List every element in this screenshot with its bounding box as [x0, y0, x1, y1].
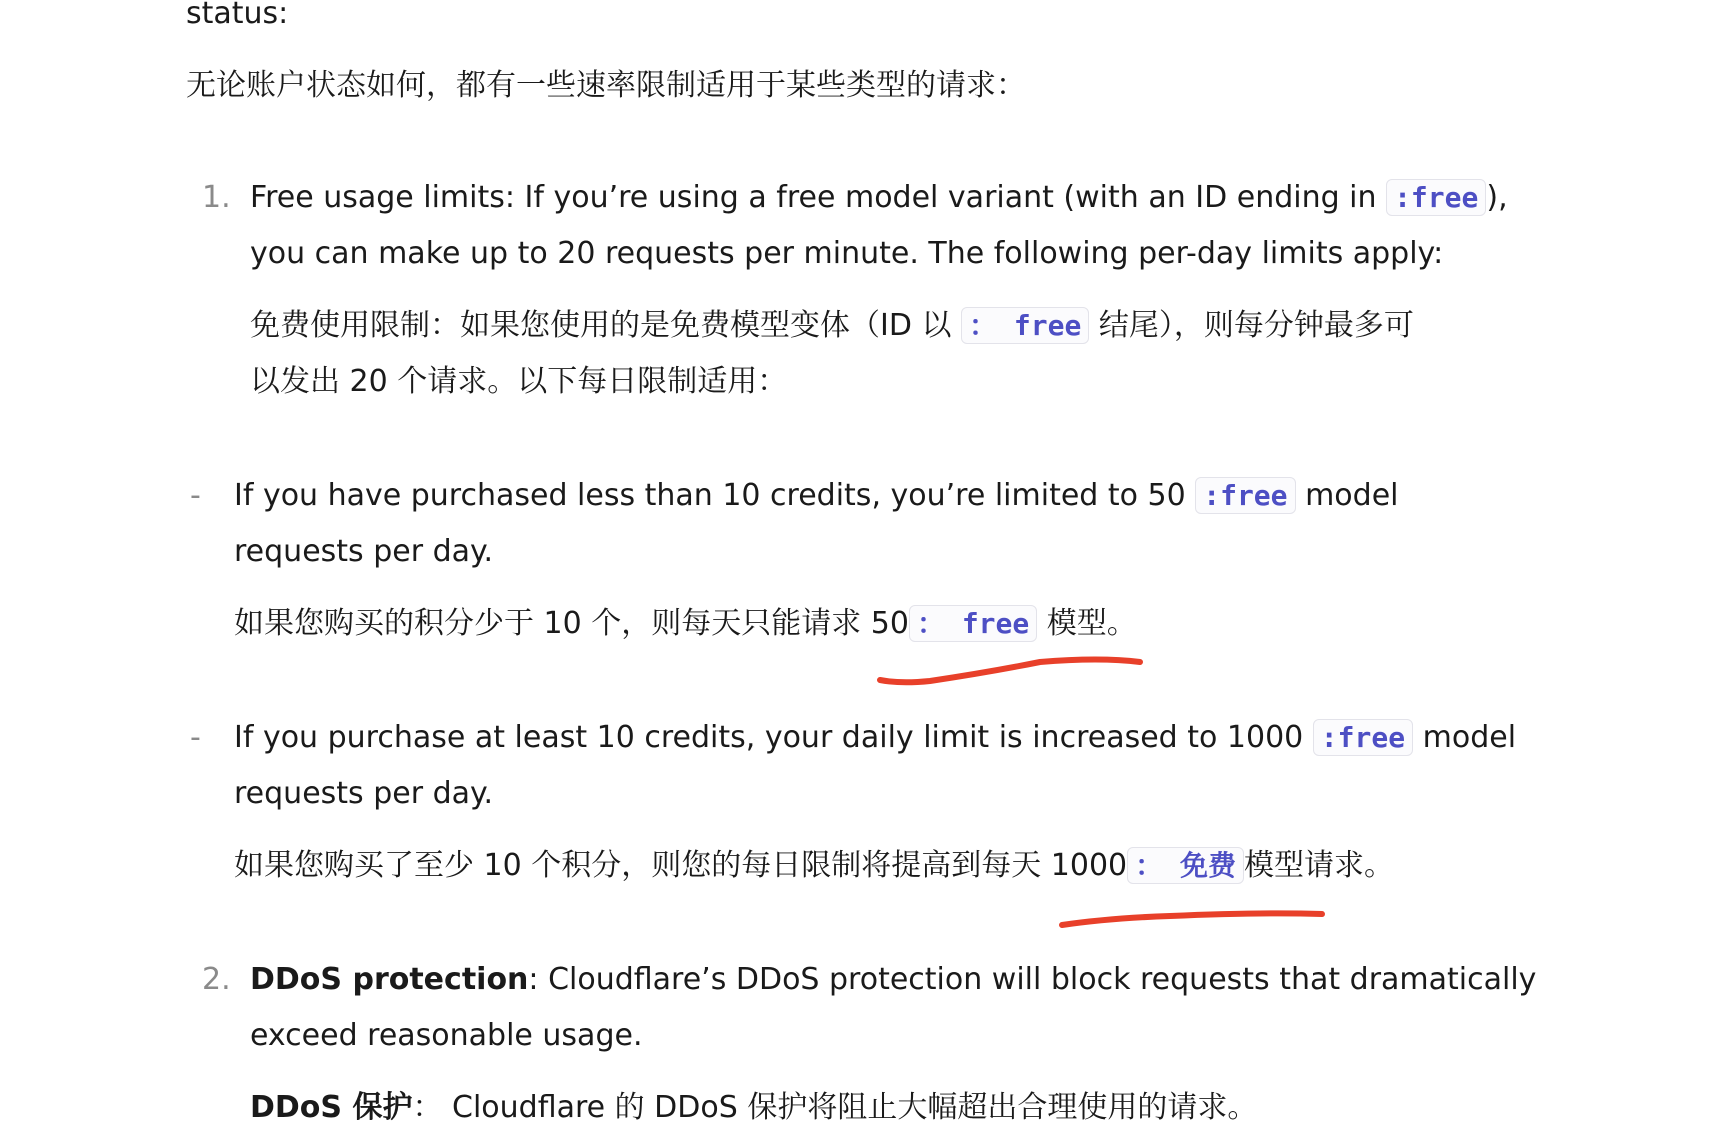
item1-zh-line1-text: 免费使用限制：如果您使用的是免费模型变体（ID 以 — [250, 308, 962, 343]
item1-en-line2: you can make up to 20 requests per minute. The following per-day limits apply: — [250, 236, 1444, 271]
item2-zh-bold: DDoS 保护 — [250, 1090, 413, 1125]
inline-code-free-zh: ： free — [961, 307, 1089, 344]
item2-en-line1 — [250, 960, 1536, 1000]
bullet-dash-2: - — [190, 720, 201, 755]
inline-code-free: :free — [1386, 179, 1486, 216]
item2-zh-rest: ： Cloudflare 的 DDoS 保护将阻止大幅超出合理使用的请求。 — [412, 1090, 1258, 1125]
sub1-en-line1-tail: model — [1295, 478, 1399, 513]
bullet-dash-1: - — [190, 478, 201, 513]
item1-en-line1-tail: ), — [1486, 180, 1508, 215]
sub2-en-line1-tail: model — [1413, 720, 1517, 755]
item2-zh-line — [250, 1088, 1257, 1128]
inline-code-free: :free — [1313, 719, 1413, 756]
item1-en-line1 — [250, 178, 1508, 218]
sub1-en-line2: requests per day. — [234, 534, 494, 569]
item2-en-line1-rest: : Cloudflare’s DDoS protection will block requests that dramatically — [528, 962, 1537, 997]
item1-en-line1-text: Free usage limits: If you’re using a free model variant (with an ID ending in — [250, 180, 1387, 215]
item1-zh-line1-tail: 结尾），则每分钟最多可 — [1089, 308, 1414, 343]
item1-zh-line2: 以发出 20 个请求。以下每日限制适用： — [250, 364, 788, 399]
sub2-zh-text: 如果您购买了至少 10 个积分，则您的每日限制将提高到每天 1000 — [234, 848, 1128, 883]
item1-zh-line1 — [250, 306, 1414, 346]
inline-code-free-zh: ： free — [909, 605, 1037, 642]
item2-en-bold: DDoS protection — [250, 962, 529, 997]
sub1-zh-tail: 模型。 — [1037, 606, 1137, 641]
inline-code-free-zh: ： 免费 — [1127, 847, 1244, 884]
sub2-en-line1-text: If you purchase at least 10 credits, your daily limit is increased to 1000 — [234, 720, 1313, 755]
sub2-zh-line — [234, 846, 1394, 886]
sub1-zh-text: 如果您购买的积分少于 10 个，则每天只能请求 50 — [234, 606, 909, 641]
sub1-en-line1 — [234, 476, 1398, 516]
item2-en-line2: exceed reasonable usage. — [250, 1018, 643, 1053]
sub2-en-line2: requests per day. — [234, 776, 494, 811]
intro-paragraph: 无论账户状态如何，都有一些速率限制适用于某些类型的请求： — [186, 68, 1026, 103]
sub2-en-line1 — [234, 718, 1516, 758]
inline-code-free: :free — [1195, 477, 1295, 514]
status-label: status: — [186, 0, 289, 31]
sub2-zh-tail: 模型请求。 — [1244, 848, 1394, 883]
sub1-en-line1-text: If you have purchased less than 10 credits, you’re limited to 50 — [234, 478, 1196, 513]
sub1-zh-line — [234, 604, 1137, 644]
list-marker-2: 2. — [202, 962, 231, 997]
list-marker-1: 1. — [202, 180, 231, 215]
